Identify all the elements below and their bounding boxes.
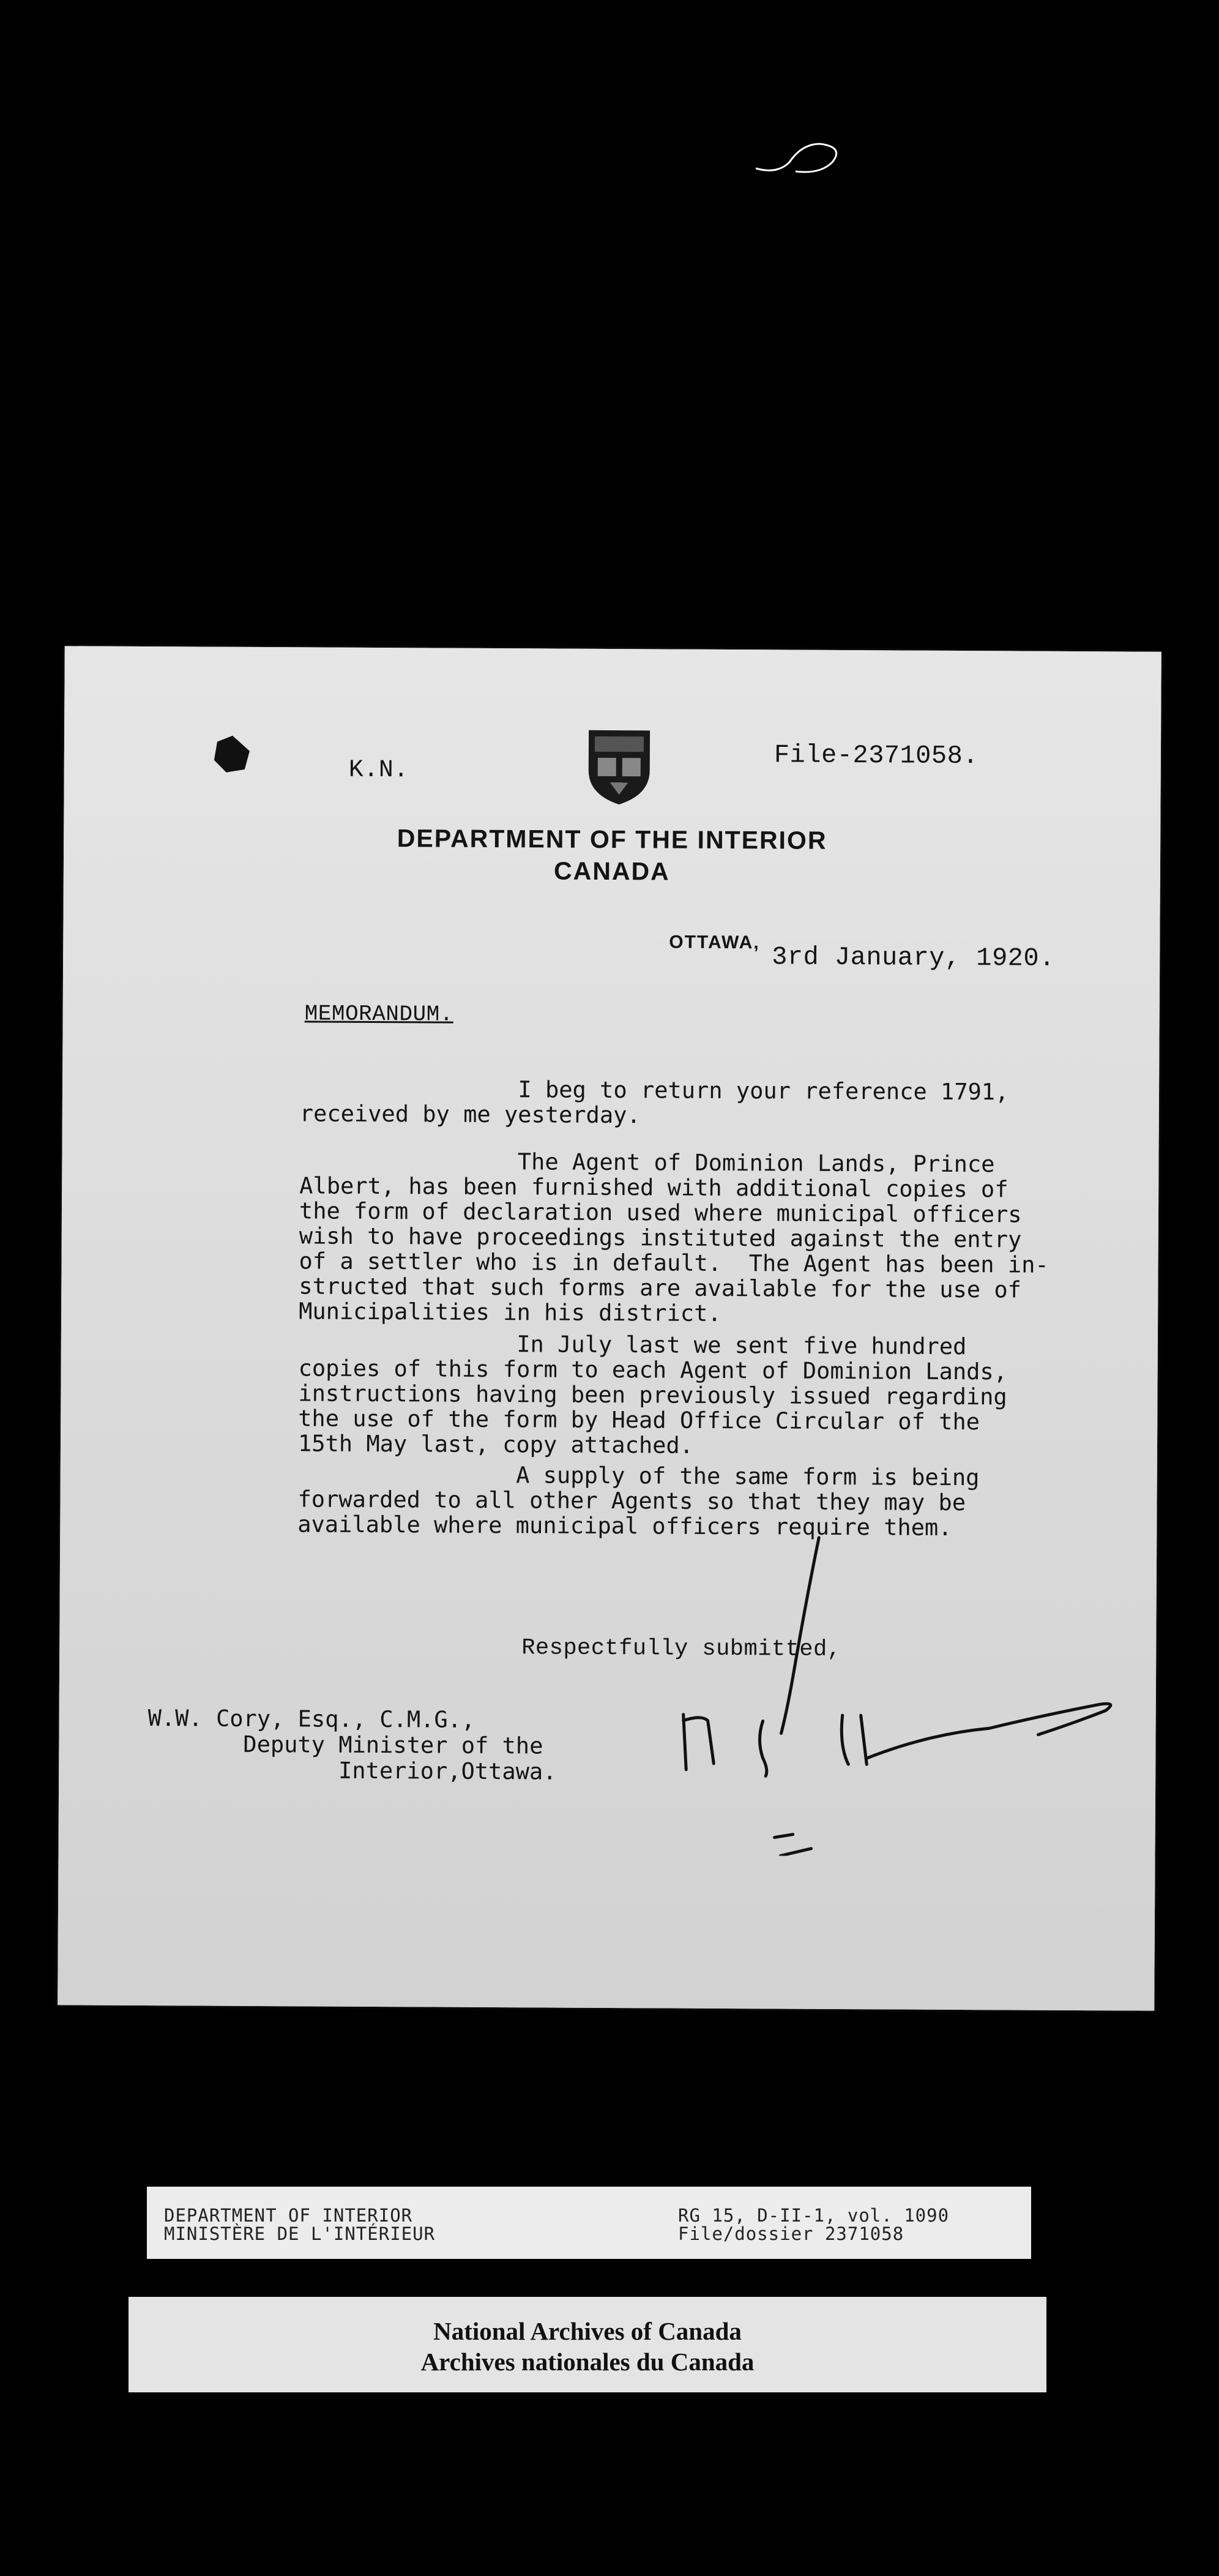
country-heading: CANADA [553, 856, 670, 886]
body-paragraph-3: In July last we sent five hundred copies of this form to each Agent of Dominion Lands, instructions having been previously issued regarding the use of the form by Head Office Circular of the 15th May last, copy attached. [297, 1330, 1008, 1459]
department-heading: DEPARTMENT OF THE INTERIOR [397, 824, 827, 855]
archive-reference-label [147, 2187, 1031, 2259]
letter-page [58, 646, 1161, 2010]
handwritten-signature [609, 1512, 1149, 1858]
archive-department-text: DEPARTMENT OF INTERIOR MINISTÈRE DE L'INTÉRIEUR [164, 2205, 436, 2244]
archive-name-fr: Archives nationales du Canada [420, 2348, 755, 2376]
memo-heading: MEMORANDUM. [304, 1001, 453, 1027]
closing-line: Respectfully submitted, [521, 1635, 841, 1663]
archive-name-en: National Archives of Canada [433, 2317, 742, 2345]
body-paragraph-1: I beg to return your reference 1791, received by me yesterday. [299, 1075, 1009, 1129]
letter-date: 3rd January, 1920. [772, 942, 1055, 973]
addressee-block: W.W. Cory, Esq., C.M.G., Deputy Minister of the Interior,Ottawa. [147, 1705, 557, 1785]
body-paragraph-2: The Agent of Dominion Lands, Prince Albert, has been furnished with additional copies of the form of declaration used where municipal officers wish to have proceedings instituted against the entry of a settler who is in default. The Agent has been in- structed that such forms are available for the use of Municipalities in his district. [299, 1147, 1049, 1327]
file-reference: File-2371058. [774, 740, 979, 771]
coat-of-arms-icon [585, 727, 653, 807]
body-paragraph-4: A supply of the same form is being forwarded to all other Agents so that they may be available where municipal officers require them. [297, 1461, 980, 1541]
initials: K.N. [348, 756, 409, 785]
film-scratch-mark [753, 125, 851, 181]
archive-file-text: RG 15, D-II-1, vol. 1090 File/dossier 2371058 [678, 2205, 950, 2244]
city-label: OTTAWA, [669, 932, 760, 953]
punch-hole-mark [208, 730, 257, 779]
archive-banner [129, 2297, 1046, 2392]
